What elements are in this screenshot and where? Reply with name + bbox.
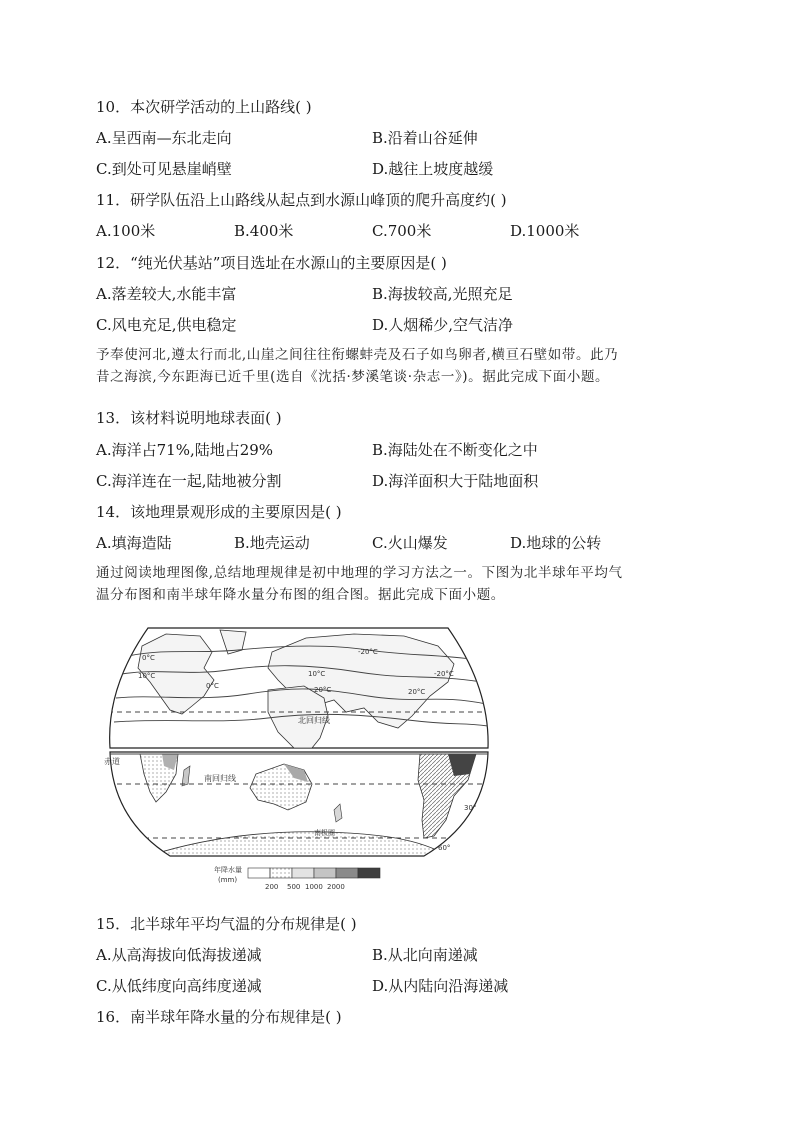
question-14-stem: 14．该地理景观形成的主要原因是( ) — [96, 503, 342, 521]
isotherm-label: 10°C — [138, 672, 156, 680]
question-13-option-c: C.海洋连在一起,陆地被分割 — [96, 472, 282, 490]
question-13-option-a: A.海洋占71%,陆地占29% — [96, 441, 274, 459]
question-11-stem: 11．研学队伍沿上山路线从起点到水源山峰顶的爬升高度约( ) — [96, 191, 507, 209]
latitude-30-label: 30° — [464, 804, 477, 812]
question-15-option-c: C.从低纬度向高纬度递减 — [96, 977, 262, 995]
isotherm-label: 20°C — [314, 686, 332, 694]
question-12-option-b: B.海拔较高,光照充足 — [372, 285, 513, 303]
isotherm-label: -20°C — [358, 648, 378, 656]
isotherm-label: 0°C — [142, 654, 155, 662]
southern-hemisphere-precipitation-map — [104, 752, 488, 856]
equator-label: 赤道 — [104, 757, 120, 766]
question-12-option-a: A.落差较大,水能丰富 — [96, 285, 237, 303]
question-14-option-c: C.火山爆发 — [372, 534, 448, 552]
legend-tick: 2000 — [327, 883, 345, 891]
latitude-60-label: 60° — [438, 844, 451, 852]
legend-tick: 1000 — [305, 883, 323, 891]
question-15-stem: 15．北半球年平均气温的分布规律是( ) — [96, 915, 357, 933]
question-16-stem: 16．南半球年降水量的分布规律是( ) — [96, 1008, 342, 1026]
question-15-option-b: B.从北向南递减 — [372, 946, 478, 964]
legend-tick: 200 — [265, 883, 279, 891]
legend-unit: (mm) — [218, 876, 238, 884]
antarctic-circle-label: 南极圈 — [314, 829, 335, 837]
question-12-option-c: C.风电充足,供电稳定 — [96, 316, 237, 334]
precipitation-legend — [214, 865, 380, 891]
legend-swatch-1000 — [314, 868, 336, 878]
legend-swatch-500 — [292, 868, 314, 878]
question-11-option-c: C.700米 — [372, 222, 432, 240]
reading-material-2-line-2: 温分布图和南半球年降水量分布图的组合图。据此完成下面小题。 — [96, 587, 505, 603]
tropic-of-capricorn-label: 南回归线 — [204, 774, 236, 783]
reading-material-2 — [96, 562, 706, 606]
reading-material-1-line-2: 昔之海滨,今东距海已近千里(选自《沈括·梦溪笔谈·杂志一》)。据此完成下面小题。 — [96, 369, 610, 385]
question-13-option-d: D.海洋面积大于陆地面积 — [372, 472, 539, 490]
question-13-stem: 13．该材料说明地球表面( ) — [96, 409, 282, 427]
question-13-option-b: B.海陆处在不断变化之中 — [372, 441, 538, 459]
reading-material-1-line-1: 予奉使河北,遵太行而北,山崖之间往往衔螺蚌壳及石子如鸟卵者,横亘石壁如带。此乃 — [96, 347, 619, 363]
legend-swatch-highest — [358, 868, 380, 878]
reading-material-2-line-1: 通过阅读地理图像,总结地理规律是初中地理的学习方法之一。下图为北半球年平均气 — [96, 565, 623, 581]
question-14-option-b: B.地壳运动 — [234, 534, 310, 552]
question-12-option-d: D.人烟稀少,空气洁净 — [372, 316, 514, 334]
legend-swatch-lowest — [248, 868, 270, 878]
isotherm-label: 20°C — [408, 688, 426, 696]
question-11-option-a: A.100米 — [96, 222, 156, 240]
question-15-option-d: D.从内陆向沿海递减 — [372, 977, 509, 995]
northern-hemisphere-temperature-map — [108, 628, 488, 748]
question-11-option-b: B.400米 — [234, 222, 294, 240]
question-14-option-a: A.填海造陆 — [96, 534, 172, 552]
question-10-option-c: C.到处可见悬崖峭壁 — [96, 160, 232, 178]
isotherm-label: 10°C — [308, 670, 326, 678]
question-14-option-d: D.地球的公转 — [510, 534, 602, 552]
question-10-option-d: D.越往上坡度越缓 — [372, 160, 494, 178]
isotherm-label: -20°C — [434, 670, 454, 678]
combined-world-map-figure — [104, 624, 488, 894]
reading-material-1 — [96, 344, 706, 388]
tropic-of-cancer-label: 北回归线 — [298, 716, 330, 725]
legend-title: 年降水量 — [214, 866, 242, 874]
question-12-stem: 12．“纯光伏基站”项目选址在水源山的主要原因是( ) — [96, 254, 447, 272]
legend-tick: 500 — [287, 883, 301, 891]
question-10-stem: 10．本次研学活动的上山路线( ) — [96, 98, 312, 116]
legend-swatch-200 — [270, 868, 292, 878]
question-10-option-b: B.沿着山谷延伸 — [372, 129, 478, 147]
question-10-option-a: A.呈西南—东北走向 — [96, 129, 232, 147]
question-15-option-a: A.从高海拔向低海拔递减 — [96, 946, 262, 964]
isotherm-label: 0°C — [206, 682, 219, 690]
legend-swatch-2000 — [336, 868, 358, 878]
question-11-option-d: D.1000米 — [510, 222, 580, 240]
